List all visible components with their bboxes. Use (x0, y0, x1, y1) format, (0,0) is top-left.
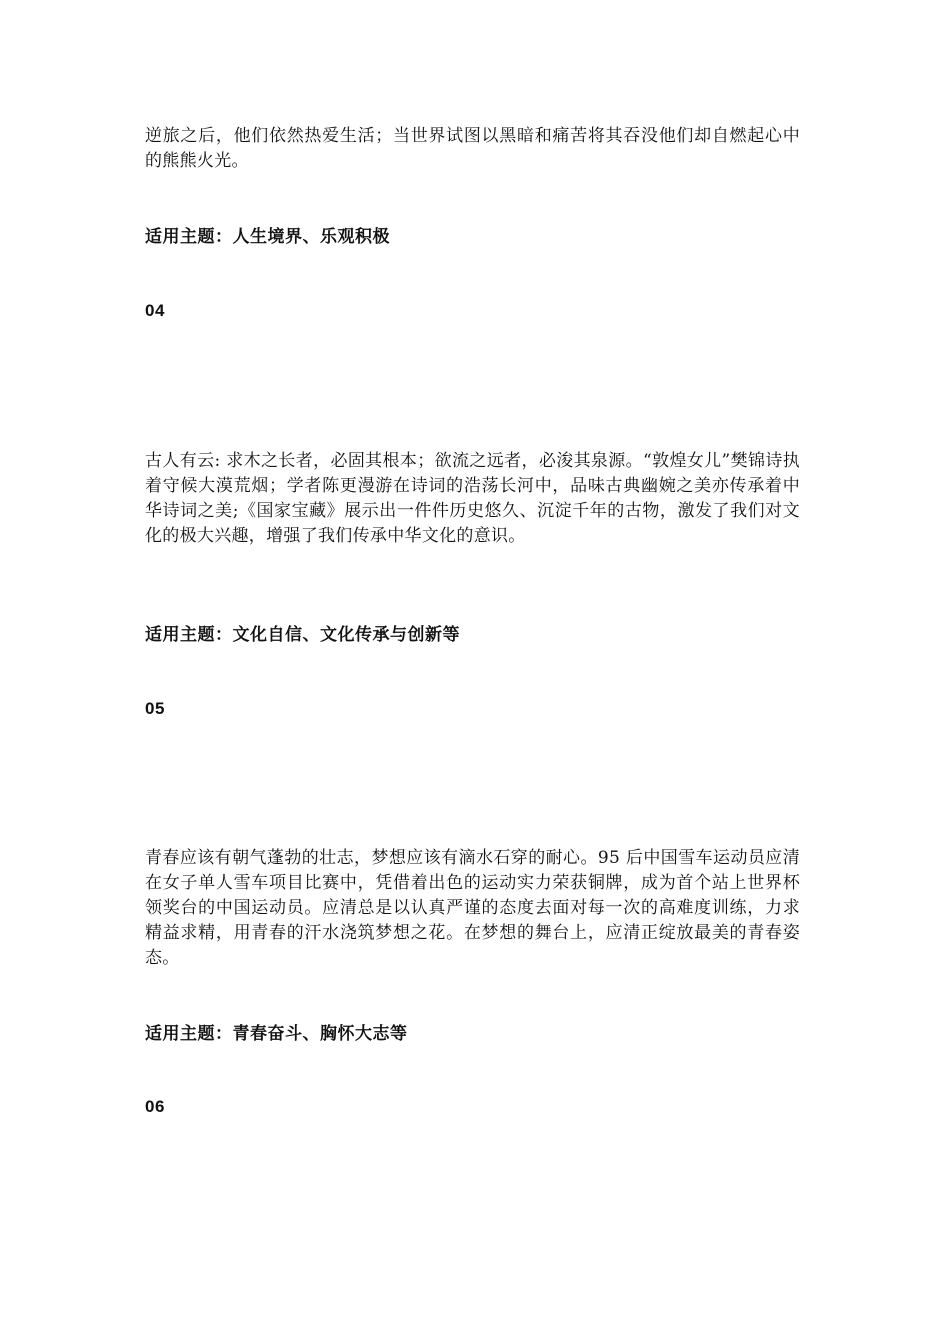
theme-label-section-04: 适用主题：文化自信、文化传承与创新等 (145, 625, 460, 645)
section-number-04: 04 (145, 301, 165, 320)
section-number-05: 05 (145, 699, 165, 718)
paragraph-section-05: 青春应该有朝气蓬勃的壮志，梦想应该有滴水石穿的耐心。95 后中国雪车运动员应清在女子单人雪车项目比赛中，凭借着出色的运动实力荣获铜牌，成为首个站上世界杯领奖台的中国运动员。应清总是以认真严谨的态度去面对每一次的高难度训练，力求精益求精，用青春的汗水浇筑梦想之花。在梦想的舞台上，应清正绽放最美的青春姿态。 (145, 848, 800, 968)
section-number-06: 06 (145, 1097, 165, 1116)
theme-label-section-05: 适用主题：青春奋斗、胸怀大志等 (145, 1024, 408, 1044)
theme-label-section-03: 适用主题：人生境界、乐观积极 (145, 227, 390, 247)
paragraph-section-03: 逆旅之后，他们依然热爱生活；当世界试图以黑暗和痛苦将其吞没他们却自燃起心中的熊熊火光。 (145, 126, 800, 171)
paragraph-section-04: 古人有云: 求木之长者，必固其根本；欲流之远者，必浚其泉源。“敦煌女儿”樊锦诗执着守候大漠荒烟；学者陈更漫游在诗词的浩荡长河中，品味古典幽婉之美亦传承着中华诗词之美;《国家宝藏》展示出一件件历史悠久、沉淀千年的古物，激发了我们对文化的极大兴趣，增强了我们传承中华文化的意识。 (145, 451, 800, 546)
